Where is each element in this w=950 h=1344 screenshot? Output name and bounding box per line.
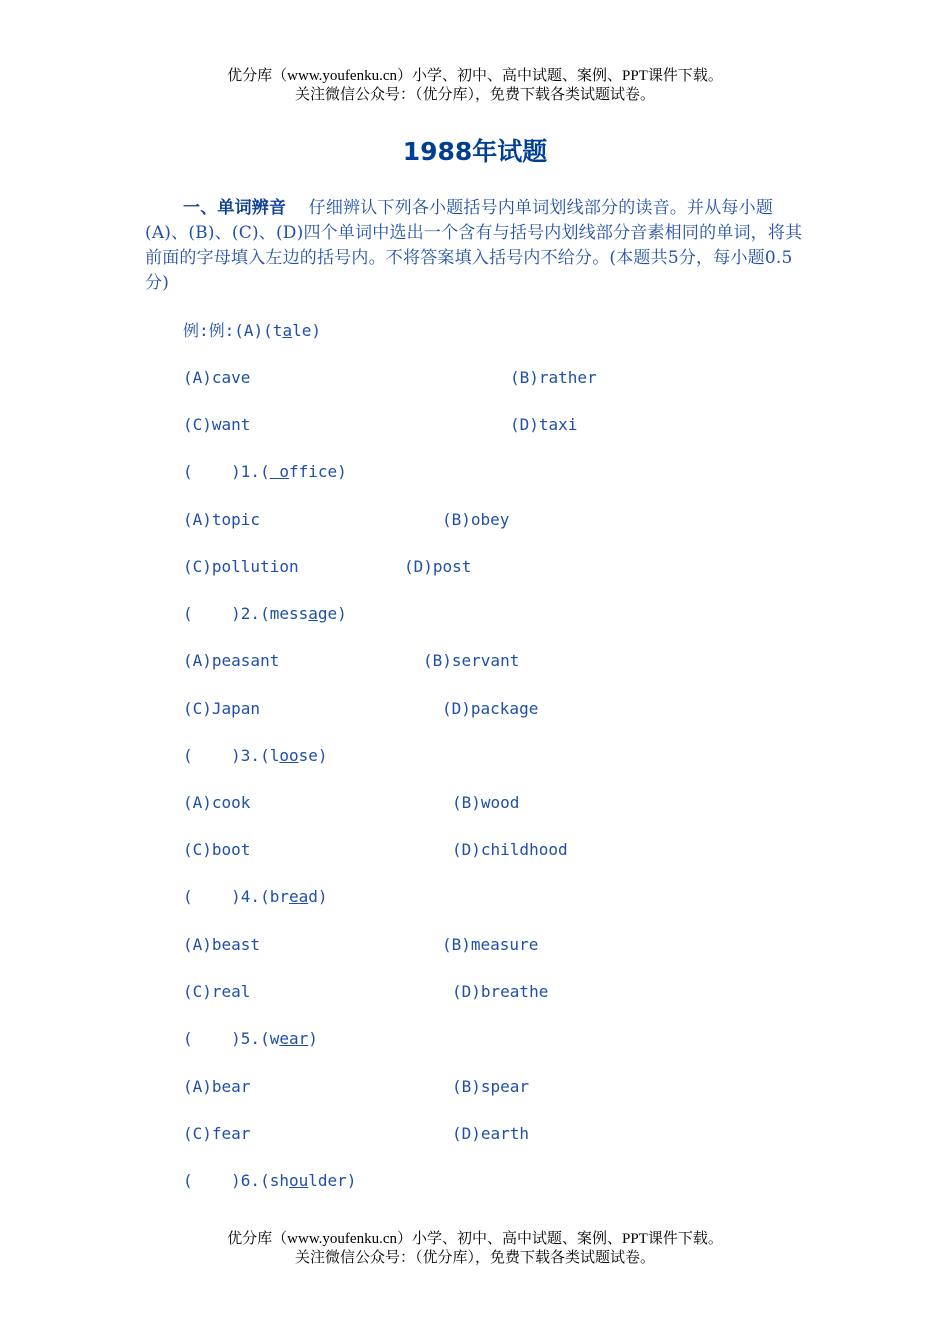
question-4-prefix: ( )4.(br: [183, 887, 289, 906]
example-stem: 例:例:(A)(tale): [183, 321, 321, 340]
question-6-prefix: ( )6.(sh: [183, 1171, 289, 1190]
question-3-option-c: (C)boot: [183, 840, 251, 859]
example-stem-underlined: a: [282, 321, 293, 340]
footer-line-2: 关注微信公众号：（优分库），免费下载各类试题试卷。: [294, 1250, 655, 1266]
header-line-2: 关注微信公众号：（优分库），免费下载各类试题试卷。: [294, 87, 655, 103]
question-5-prefix: ( )5.(w: [183, 1029, 280, 1048]
question-4-option-c: (C)real: [183, 982, 251, 1001]
question-1-suffix: ffice): [288, 462, 347, 481]
question-5-option-d: (D)earth: [452, 1124, 530, 1143]
question-2-suffix: ge): [317, 604, 347, 623]
question-5-stem: [183, 1029, 318, 1049]
question-6-underlined: ou: [288, 1171, 309, 1190]
question-1-option-d: (D)post: [404, 557, 472, 576]
example-stem-prefix: 例:(A)(t: [208, 321, 283, 340]
footer-line-1: 优分库（www.youfenku.cn）小学、初中、高中试题、案例、PPT课件下载。: [227, 1231, 723, 1247]
question-2-prefix: ( )2.(mess: [183, 604, 309, 623]
page-footer: [0, 1230, 950, 1268]
section-1-heading: 一、单词辨音: [183, 198, 287, 218]
question-3-option-d: (D)childhood: [452, 840, 568, 859]
question-5-option-a: (A)bear: [183, 1077, 251, 1096]
question-2-stem: [183, 604, 347, 624]
question-3-option-a: (A)cook: [183, 793, 251, 812]
question-1-option-c: (C)pollution: [183, 557, 299, 576]
question-2-option-b: (B)servant: [423, 651, 520, 670]
section-1-instructions: [145, 196, 810, 296]
example-option-c: (C)want: [183, 415, 251, 434]
question-3-option-b: (B)wood: [452, 793, 520, 812]
example-option-a: (A)cave: [183, 368, 251, 387]
example-stem-suffix: le): [292, 321, 321, 340]
question-1-prefix: ( )1.(: [183, 462, 270, 481]
question-5-suffix: ): [308, 1029, 318, 1048]
question-2-option-a: (A)peasant: [183, 651, 280, 670]
question-5-option-b: (B)spear: [452, 1077, 530, 1096]
question-4-stem: [183, 887, 328, 907]
example-option-b: (B)rather: [510, 368, 597, 387]
example-option-d: (D)taxi: [510, 415, 578, 434]
question-3-stem: [183, 746, 328, 766]
question-4-suffix: d): [308, 887, 328, 906]
question-5-option-c: (C)fear: [183, 1124, 251, 1143]
question-1-option-a: (A)topic: [183, 510, 261, 529]
question-4-option-a: (A)beast: [183, 935, 261, 954]
question-3-underlined: oo: [279, 746, 299, 765]
page-title: 1988年试题: [402, 137, 548, 166]
question-4-option-d: (D)breathe: [452, 982, 549, 1001]
question-2-option-d: (D)package: [442, 699, 539, 718]
question-3-prefix: ( )3.(l: [183, 746, 280, 765]
question-6-suffix: lder): [308, 1171, 357, 1190]
question-1-option-b: (B)obey: [442, 510, 510, 529]
instructions-text: 仔细辨认下列各小题括号内单词划线部分的读音。并从每小题(A)、(B)、(C)、(D)四个单词中选出一个含有与括号内划线部分音素相同的单词，将其前面的字母填入左边的括号内。不将答案填入括号内不给分。(本题共5分，每小题0.5分): [145, 198, 803, 293]
page-header: [0, 67, 950, 105]
question-1-stem: [183, 462, 347, 482]
question-4-option-b: (B)measure: [442, 935, 539, 954]
question-5-underlined: ear: [279, 1029, 309, 1048]
question-2-underlined: a: [308, 604, 318, 623]
question-1-underlined: o: [269, 462, 289, 481]
question-2-option-c: (C)Japan: [183, 699, 261, 718]
question-3-suffix: se): [298, 746, 328, 765]
header-line-1: 优分库（www.youfenku.cn）小学、初中、高中试题、案例、PPT课件下载。: [227, 68, 723, 84]
question-4-underlined: ea: [288, 887, 309, 906]
question-6-stem: [183, 1171, 356, 1191]
